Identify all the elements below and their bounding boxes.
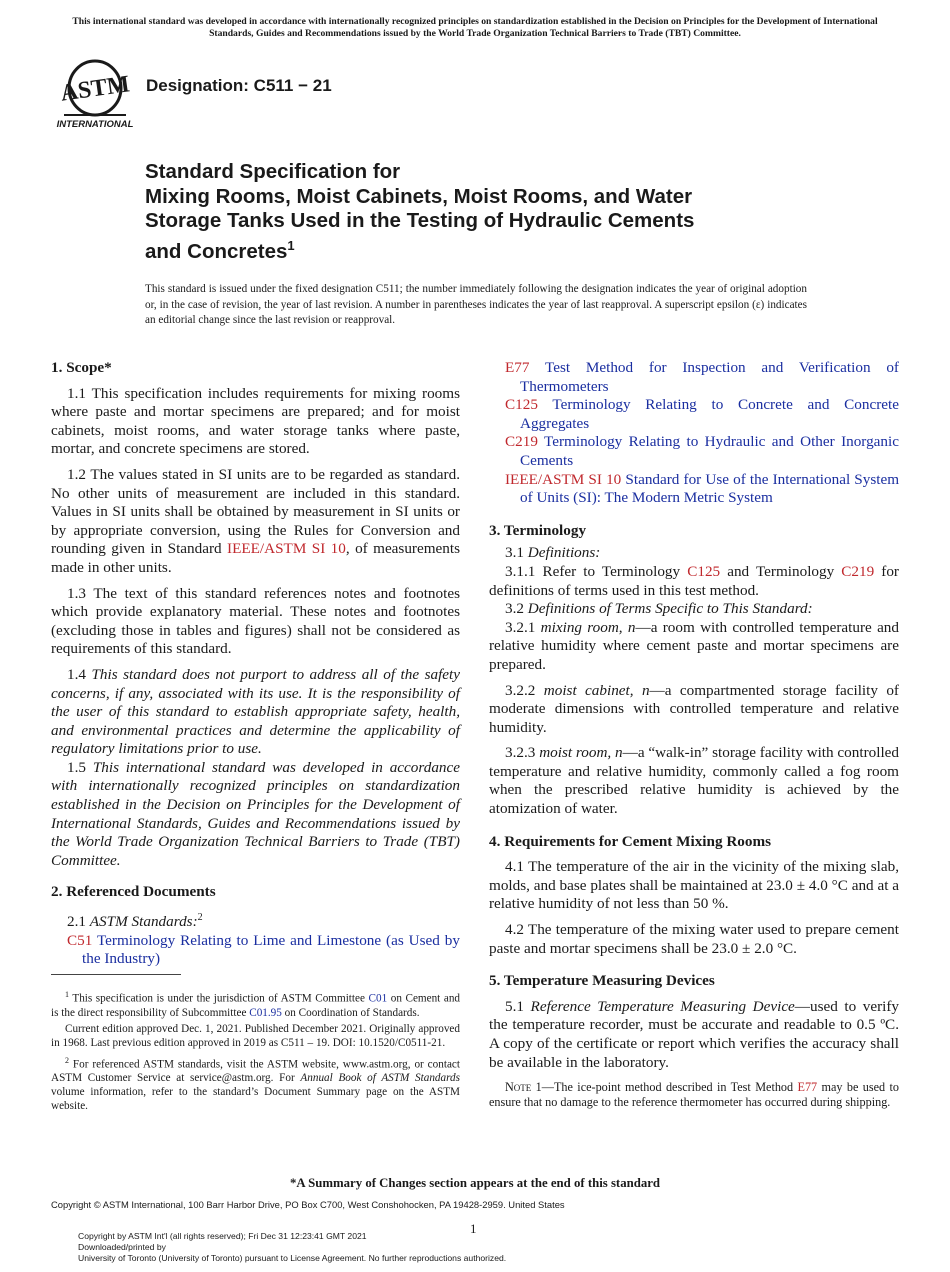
para-1-3: 1.3 The text of this standard references notes and footnotes which provide explanatory material. These notes and footnotes (excluding those in tables and figures) shall not be considered as requirements of this standard. <box>51 584 460 658</box>
para-1-4 <box>51 666 460 759</box>
ref-title[interactable]: Terminology Relating to Concrete and Concrete Aggregates <box>520 396 899 432</box>
term-mixing-room: mixing room, n <box>540 618 636 636</box>
title-line-4 <box>145 234 845 264</box>
section-temperature-heading: 5. Temperature Measuring Devices <box>489 972 715 990</box>
right-column <box>489 359 899 1110</box>
term-moist-cabinet: moist cabinet, n <box>543 681 650 699</box>
astm-logo-icon <box>54 58 136 132</box>
footnotes <box>51 988 460 1117</box>
para-3-1-1-mid: and Terminology <box>720 562 842 580</box>
para-3-2-2-num: 3.2.2 <box>505 681 544 699</box>
note-1 <box>489 1080 899 1110</box>
title-line-3: Storage Tanks Used in the Testing of Hydraulic Cements <box>145 209 695 232</box>
ref-e77[interactable] <box>505 359 899 396</box>
logo-text-top: ASTM <box>58 71 132 107</box>
para-3-2-num: 3.2 <box>505 600 528 618</box>
license-stamp <box>78 1231 506 1264</box>
para-3-2-3-num: 3.2.3 <box>505 744 540 762</box>
para-1-4-text: This standard does not purport to address all of the safety concerns, if any, associated with its use. It is the responsibility of the user of this standard to establish appropriate safety, health, and environmental practices and determine the applicability of regulatory limitations prior to use. <box>51 665 461 758</box>
para-3-2 <box>489 600 899 619</box>
para-3-1-1 <box>489 563 899 600</box>
footnote-1-text-3: on Coordination of Standards. <box>281 1006 420 1019</box>
footnote-1-text: This specification is under the jurisdiction of ASTM Committee <box>69 992 369 1005</box>
term-moist-room: moist room, n <box>539 744 623 762</box>
ref-c219[interactable] <box>505 433 899 470</box>
title-line-1: Standard Specification for <box>145 160 401 183</box>
issuance-notice: This standard is issued under the fixed designation C511; the number immediately following the designation indicates the year of original adoption or, in the case of revision, the year of last revision. A number in parentheses indicates the year of last reapproval. A superscript epsilon (ε) indicates an editorial change since the last revision or reapproval. <box>145 283 807 326</box>
title-line-2: Mixing Rooms, Moist Cabinets, Moist Rooms, and Water <box>145 184 693 208</box>
section-requirements-heading: 4. Requirements for Cement Mixing Rooms <box>489 832 772 850</box>
title-line-4-text: and Concretes <box>145 239 288 263</box>
document-title <box>145 160 845 264</box>
note-1-tail: may be used to ensure that no damage to the reference thermometer has occurred during shipping. <box>489 1080 899 1110</box>
para-3-2-1-num: 3.2.1 <box>505 618 541 636</box>
para-3-2-3 <box>489 744 899 818</box>
para-3-1 <box>489 544 899 563</box>
para-1-5 <box>51 759 460 871</box>
section-terminology-heading: 3. Terminology <box>489 521 587 539</box>
para-4-2: 4.2 The temperature of the mixing water used to prepare cement paste and mortar specimens shall be 23.0 ± 2.0 °C. <box>489 921 899 957</box>
ref-title[interactable]: Standard for Use of the International System of Units (SI): The Modern Metric System <box>520 470 900 507</box>
tbt-banner: This international standard was developed in accordance with internationally recognized principles on standardization established in the Decision on Principles for the Development of International Standards, Guides and Recommendations issued by the World Trade Organization Technical Barriers to Trade (TBT) Committee. <box>72 16 878 39</box>
para-2-1-num: 2.1 <box>67 913 90 931</box>
ref-title[interactable]: Terminology Relating to Hydraulic and Other Inorganic Cements <box>520 433 899 469</box>
title-footnote-mark: 1 <box>287 237 295 253</box>
para-3-2-1-text: —a room with controlled temperature and relative humidity where cement paste and mortar specimens are prepared. <box>489 618 899 673</box>
para-3-2-1 <box>489 619 899 675</box>
section-referenced-heading: 2. Referenced Documents <box>51 883 216 901</box>
para-3-1-text: Definitions: <box>527 544 601 562</box>
note-1-text: —The ice-point method described in Test Method <box>541 1080 798 1095</box>
para-1-1: 1.1 This specification includes requirements for mixing rooms where paste and mortar specimens are prepared; and for moist cabinets, moist rooms, and water storage tanks where paste, mortar, and concrete specimens are stored. <box>51 384 460 458</box>
link-committee-c01[interactable]: C01 <box>368 992 388 1005</box>
para-3-1-1-tail: for definitions of terms used in this test method. <box>489 562 899 599</box>
para-1-2-tail: , of measurements made in other units. <box>51 540 461 576</box>
para-1-2-text: 1.2 The values stated in SI units are to be regarded as standard. No other units of measurement are included in this standard. Values in SI units shall be obtained by measurement in SI units or by appropriate conversion, using the Rules for Conversion and rounding given in Standard <box>51 465 460 558</box>
designation: Designation: C511 − 21 <box>146 76 332 95</box>
para-2-1 <box>51 909 460 932</box>
footnote-divider <box>51 974 181 975</box>
ref-title[interactable]: Terminology Relating to Lime and Limestone (as Used by the Industry) <box>82 931 460 968</box>
license-line-2: Downloaded/printed by <box>78 1242 166 1252</box>
footnote-2-mark: 2 <box>65 1055 69 1065</box>
link-c125[interactable]: C125 <box>687 562 721 580</box>
footnote-2-italic: Annual Book of ASTM Standards <box>300 1072 460 1085</box>
ref-code[interactable]: IEEE/ASTM SI 10 <box>505 470 622 488</box>
ref-title[interactable]: Test Method for Inspection and Verification of Thermometers <box>520 359 899 395</box>
link-c219[interactable]: C219 <box>841 562 875 580</box>
link-ieee-astm-si-10[interactable]: IEEE/ASTM SI 10 <box>227 540 346 558</box>
footnote-2-tail: volume information, refer to the standard’s Document Summary page on the ASTM website. <box>51 1086 460 1113</box>
para-1-4-num: 1.4 <box>67 665 92 683</box>
ref-code[interactable]: C219 <box>505 433 538 451</box>
summary-of-changes-note: *A Summary of Changes section appears at the end of this standard <box>289 1176 661 1190</box>
copyright-line: Copyright © ASTM International, 100 Barr Harbor Drive, PO Box C700, West Conshohocken, PA 19428-2959. United States <box>51 1199 565 1210</box>
link-subcommittee-c01-95[interactable]: C01.95 <box>249 1006 282 1019</box>
left-column <box>51 359 460 969</box>
para-2-1-footnote-mark: 2 <box>197 912 203 924</box>
footnote-1-edition: Current edition approved Dec. 1, 2021. Published December 2021. Originally approved in 1968. Last previous edition approved in 2019 as C511 – 19. DOI: 10.1520/C0511-21. <box>51 1023 460 1050</box>
para-1-5-text: This international standard was developed in accordance with internationally recognized principles on standardization established in the Decision on Principles for the Development of International Standards, Guides and Recommendations issued by the World Trade Organization Technical Barriers to Trade (TBT) Committee. <box>51 758 460 869</box>
footnote-1 <box>51 988 460 1020</box>
link-e77[interactable]: E77 <box>797 1080 818 1095</box>
page-number: 1 <box>470 1221 477 1236</box>
footnote-2-text: For referenced ASTM standards, visit the ASTM website, www.astm.org, or contact ASTM Customer Service at service@astm.org. For <box>51 1058 460 1085</box>
para-5-1-num: 5.1 <box>505 997 531 1015</box>
ref-ieee-astm-si-10[interactable] <box>505 471 899 508</box>
footnote-2 <box>51 1054 460 1114</box>
para-1-5-num: 1.5 <box>67 758 93 776</box>
para-3-1-1-text: 3.1.1 Refer to Terminology <box>505 562 688 580</box>
footnote-1-text-2: on Cement and is the direct responsibility of Subcommittee <box>51 992 461 1019</box>
license-line-1: Copyright by ASTM Int'l (all rights reserved); Fri Dec 31 12:23:41 GMT 2021 <box>78 1231 367 1241</box>
note-1-label: Note 1 <box>505 1080 542 1095</box>
para-5-1-text: —used to verify the temperature recorder, must be accurate and readable to 0.5 ºC. A copy of the certificate or report which verifies the accuracy shall be available in the laboratory. <box>489 997 899 1071</box>
para-3-2-2 <box>489 682 899 738</box>
term-reference-device: Reference Temperature Measuring Device <box>530 997 795 1015</box>
ref-code[interactable]: C51 <box>67 931 93 949</box>
para-2-1-text: ASTM Standards: <box>89 913 198 931</box>
para-4-1: 4.1 The temperature of the air in the vicinity of the mixing slab, molds, and base plates shall be maintained at 23.0 ± 4.0 °C and at a relative humidity of not less than 50 %. <box>489 858 899 913</box>
section-scope-heading: 1. Scope* <box>51 359 112 376</box>
para-1-2 <box>51 466 460 578</box>
para-5-1 <box>489 998 899 1072</box>
ref-code[interactable]: E77 <box>505 359 530 376</box>
para-3-2-3-text: —a “walk-in” storage facility with controlled temperature and relative humidity, commonly called a fog room when the prescribed relative humidity is achieved by the atomization of water. <box>489 744 900 818</box>
para-3-2-text: Definitions of Terms Specific to This Standard: <box>527 600 813 618</box>
logo-text-bottom: INTERNATIONAL <box>56 119 134 130</box>
license-line-3: University of Toronto (University of Toronto) pursuant to License Agreement. No further reproductions authorized. <box>78 1253 507 1263</box>
ref-c125[interactable] <box>505 396 899 433</box>
footnote-1-mark: 1 <box>65 990 69 999</box>
ref-code[interactable]: C125 <box>505 396 538 414</box>
ref-c51[interactable] <box>67 932 460 969</box>
para-3-1-num: 3.1 <box>505 544 528 562</box>
para-3-2-2-text: —a compartmented storage facility of moderate dimensions with controlled temperature and relative humidity. <box>489 681 899 736</box>
